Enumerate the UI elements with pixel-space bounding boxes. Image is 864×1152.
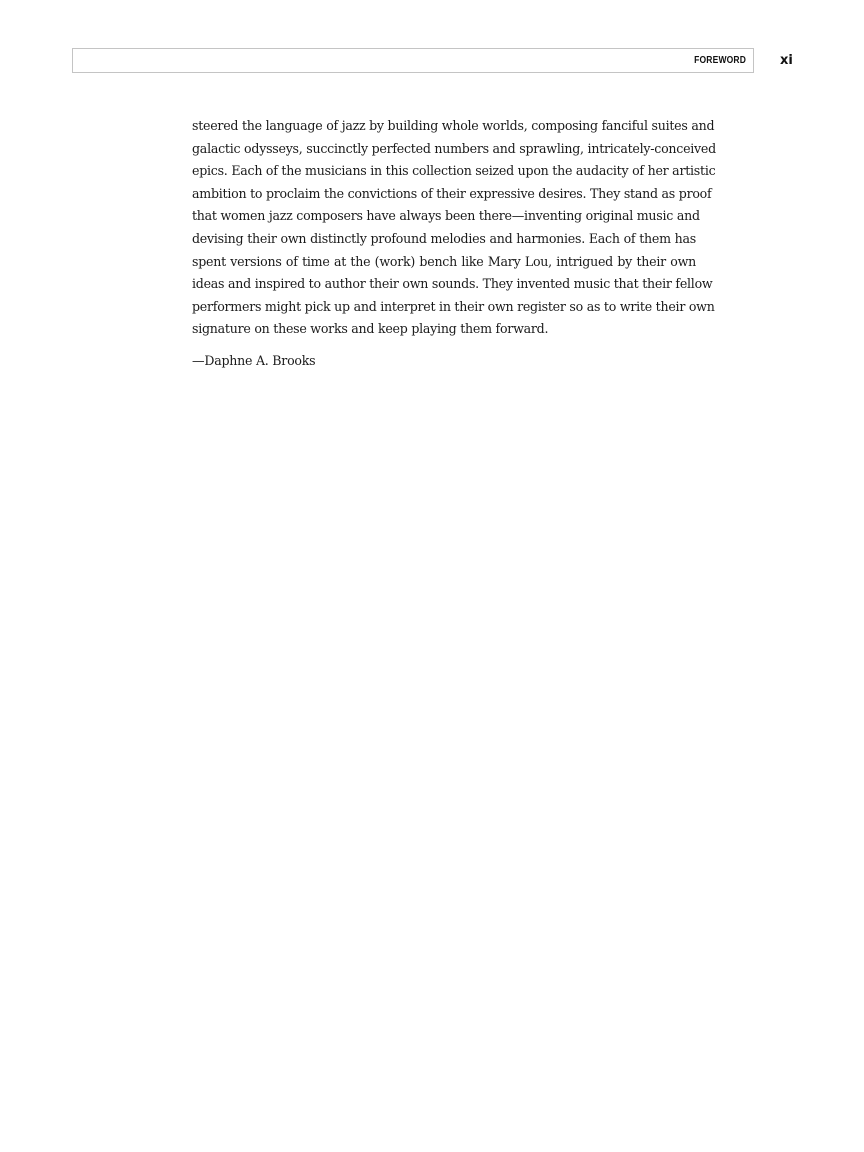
- text-line: ambition to proclaim the convictions of their expressive desires. They stand as proof: [192, 185, 712, 201]
- foreword-paragraph: [192, 115, 716, 341]
- author-signature: —Daphne A. Brooks: [192, 353, 316, 368]
- text-line: epics. Each of the musicians in this collection seized upon the audacity of her artistic: [192, 163, 716, 179]
- text-line: spent versions of time at the (work) bench like Mary Lou, intrigued by their own: [192, 253, 696, 269]
- text-line: devising their own distinctly profound melodies and harmonies. Each of them has: [192, 230, 696, 246]
- text-line: galactic odysseys, succinctly perfected numbers and sprawling, intricately-conceived: [192, 140, 716, 156]
- running-head-title: FOREWORD: [694, 55, 746, 66]
- text-line: performers might pick up and interpret in their own register so as to write their own: [192, 298, 715, 314]
- running-header: [72, 48, 754, 73]
- page-number: xi: [780, 53, 793, 68]
- text-line: that women jazz composers have always been there—inventing original music and: [192, 208, 700, 224]
- text-line: ideas and inspired to author their own sounds. They invented music that their fellow: [192, 276, 713, 292]
- text-line: signature on these works and keep playing them forward.: [192, 321, 549, 337]
- text-line: steered the language of jazz by building whole worlds, composing fanciful suites and: [192, 118, 715, 133]
